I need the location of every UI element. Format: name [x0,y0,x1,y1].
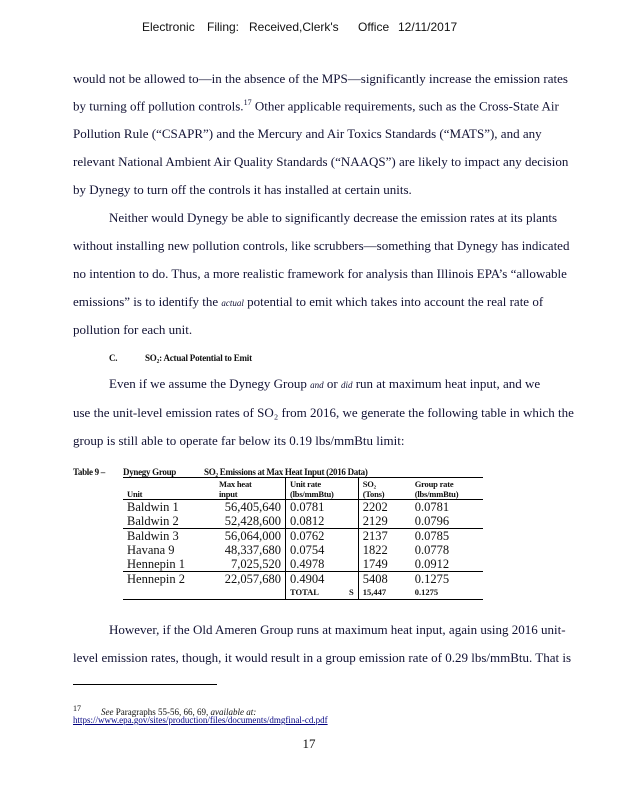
section-title: SO₂: Actual Potential to Emit [145,353,252,363]
cell-heat: 52,428,600 [224,514,281,528]
table-row [123,572,483,587]
emphasis-actual: actual [221,298,244,308]
cell-heat: 56,064,000 [215,529,286,544]
table-row [123,529,483,544]
section-letter: C. [109,353,118,363]
cell-rate: 0.4904 [286,572,359,587]
table-row [123,557,483,572]
cell-heat: 48,337,680 [224,543,281,557]
table-row [123,514,483,529]
header-date: 12/11/2017 [398,20,458,34]
para3-line1 [109,376,540,392]
footnote-number: 17 [73,704,81,713]
table-caption-group: Dynegy Group [123,467,176,477]
table-header-row [123,478,483,500]
para2-line2: without installing new pollution controls, like scrubbers—something that Dynegy has indicated [73,238,570,253]
cell-unit: Havana 9 [127,543,175,557]
para1-line1: would not be allowed to—in the absence of the MPS—significantly increase the emission rates [73,71,568,86]
cell-tons: 2137 [358,529,411,544]
total-label: TOTAL S [286,586,359,600]
footnote-ref-17[interactable]: 17 [243,98,252,107]
col-header-grouprate: Group rate (lbs/mmBtu) [411,478,483,500]
cell-group: 0.0796 [414,514,450,528]
footnote-text: Paragraphs 55-56, 66, 69, [113,707,211,717]
para1-text-cont: Other applicable requirements, such as the Cross-State Air [251,98,559,114]
para1-line3: Pollution Rule (“CSAPR”) and the Mercury and Air Toxics Standards (“MATS”), and any [73,126,542,141]
header-electronic: Electronic [142,20,195,34]
cell-group: 0.0912 [414,557,450,571]
emphasis-did: did [340,380,353,390]
cell-group: 0.0785 [411,529,483,544]
para3-text-or: or [323,376,341,391]
col-header-so2: SO₂ (Tons) [358,478,411,500]
cell-rate: 0.0762 [286,529,359,544]
cell-unit: Hennepin 2 [123,572,215,587]
table-row [123,500,483,515]
para3-text-cont: run at maximum heat input, and we [352,376,541,391]
cell-rate: 0.4978 [286,557,359,572]
page-number: 17 [302,736,316,751]
total-rate: 0.1275 [411,586,483,600]
cell-tons: 1822 [358,543,411,557]
footnote-link[interactable]: https://www.epa.gov/sites/production/files/documents/dmgfinal-cd.pdf [73,715,328,725]
col-header-unitrate: Unit rate (lbs/mmBtu) [286,478,359,500]
cell-heat: 7,025,520 [231,557,281,571]
cell-unit: Baldwin 3 [123,529,215,544]
para1-line4: relevant National Ambient Air Quality Standards (“NAAQS”) are likely to impact any decision [73,154,569,169]
so2-emissions-table [123,477,483,600]
emphasis-and: and [310,380,324,390]
cell-unit: Baldwin 2 [127,514,179,528]
cell-rate: 0.0812 [286,514,359,529]
para2-line1: Neither would Dynegy be able to significantly decrease the emission rates at its plants [109,210,558,225]
cell-rate: 0.0781 [286,500,359,515]
cell-tons: 1749 [358,557,411,572]
table-caption-title: SO₂ Emissions at Max Heat Input (2016 Data) [204,467,368,477]
para3-line3: group is still able to operate far below its 0.19 lbs/mmBtu limit: [73,433,405,448]
total-tons: 15,447 [358,586,411,600]
cell-heat: 56,405,640 [215,500,286,515]
para2-line3: no intention to do. Thus, a more realistic framework for analysis than Illinois EPA’s “allowable [73,266,567,281]
para1-line2 [73,98,559,114]
cell-tons: 2129 [358,514,411,529]
cell-group: 0.0781 [411,500,483,515]
header-received: Received,Clerk's [249,20,339,34]
footnote-available: available at: [210,707,257,717]
cell-rate: 0.0754 [286,543,359,557]
cell-unit: Baldwin 1 [123,500,215,515]
col-header-maxheat: Max heat input [215,478,286,500]
para1-line5: by Dynegy to turn off the controls it has installed at certain units. [73,182,412,197]
para4-line1: However, if the Old Ameren Group runs at maximum heat input, again using 2016 unit- [109,622,566,637]
table-total-row [123,586,483,600]
col-header-unit: Unit [123,478,215,500]
header-office: Office [358,20,390,34]
para2-line5: pollution for each unit. [73,322,193,337]
para2-text: emissions” is to identify the [73,294,222,309]
para4-line2: level emission rates, though, it would result in a group emission rate of 0.29 lbs/mmBtu. That is [73,650,572,665]
cell-tons: 5408 [358,572,411,587]
cell-group: 0.0778 [414,543,450,557]
cell-tons: 2202 [358,500,411,515]
footnote-separator [73,684,217,685]
para2-line4 [73,294,543,310]
cell-unit: Hennepin 1 [127,557,185,571]
cell-group: 0.1275 [411,572,483,587]
para1-text: by turning off pollution controls. [73,98,244,114]
cell-heat: 22,057,680 [215,572,286,587]
para2-text-cont: potential to emit which takes into account the real rate of [243,294,544,309]
table-caption-label: Table 9 – [73,467,105,477]
table-row [123,543,483,557]
para3-line2: use the unit-level emission rates of SO₂ from 2016, we generate the following table in which the [73,405,574,420]
header-filing: Filing: [207,20,240,34]
footnote-see: See [101,707,114,717]
para3-text: Even if we assume the Dynegy Group [109,376,311,391]
